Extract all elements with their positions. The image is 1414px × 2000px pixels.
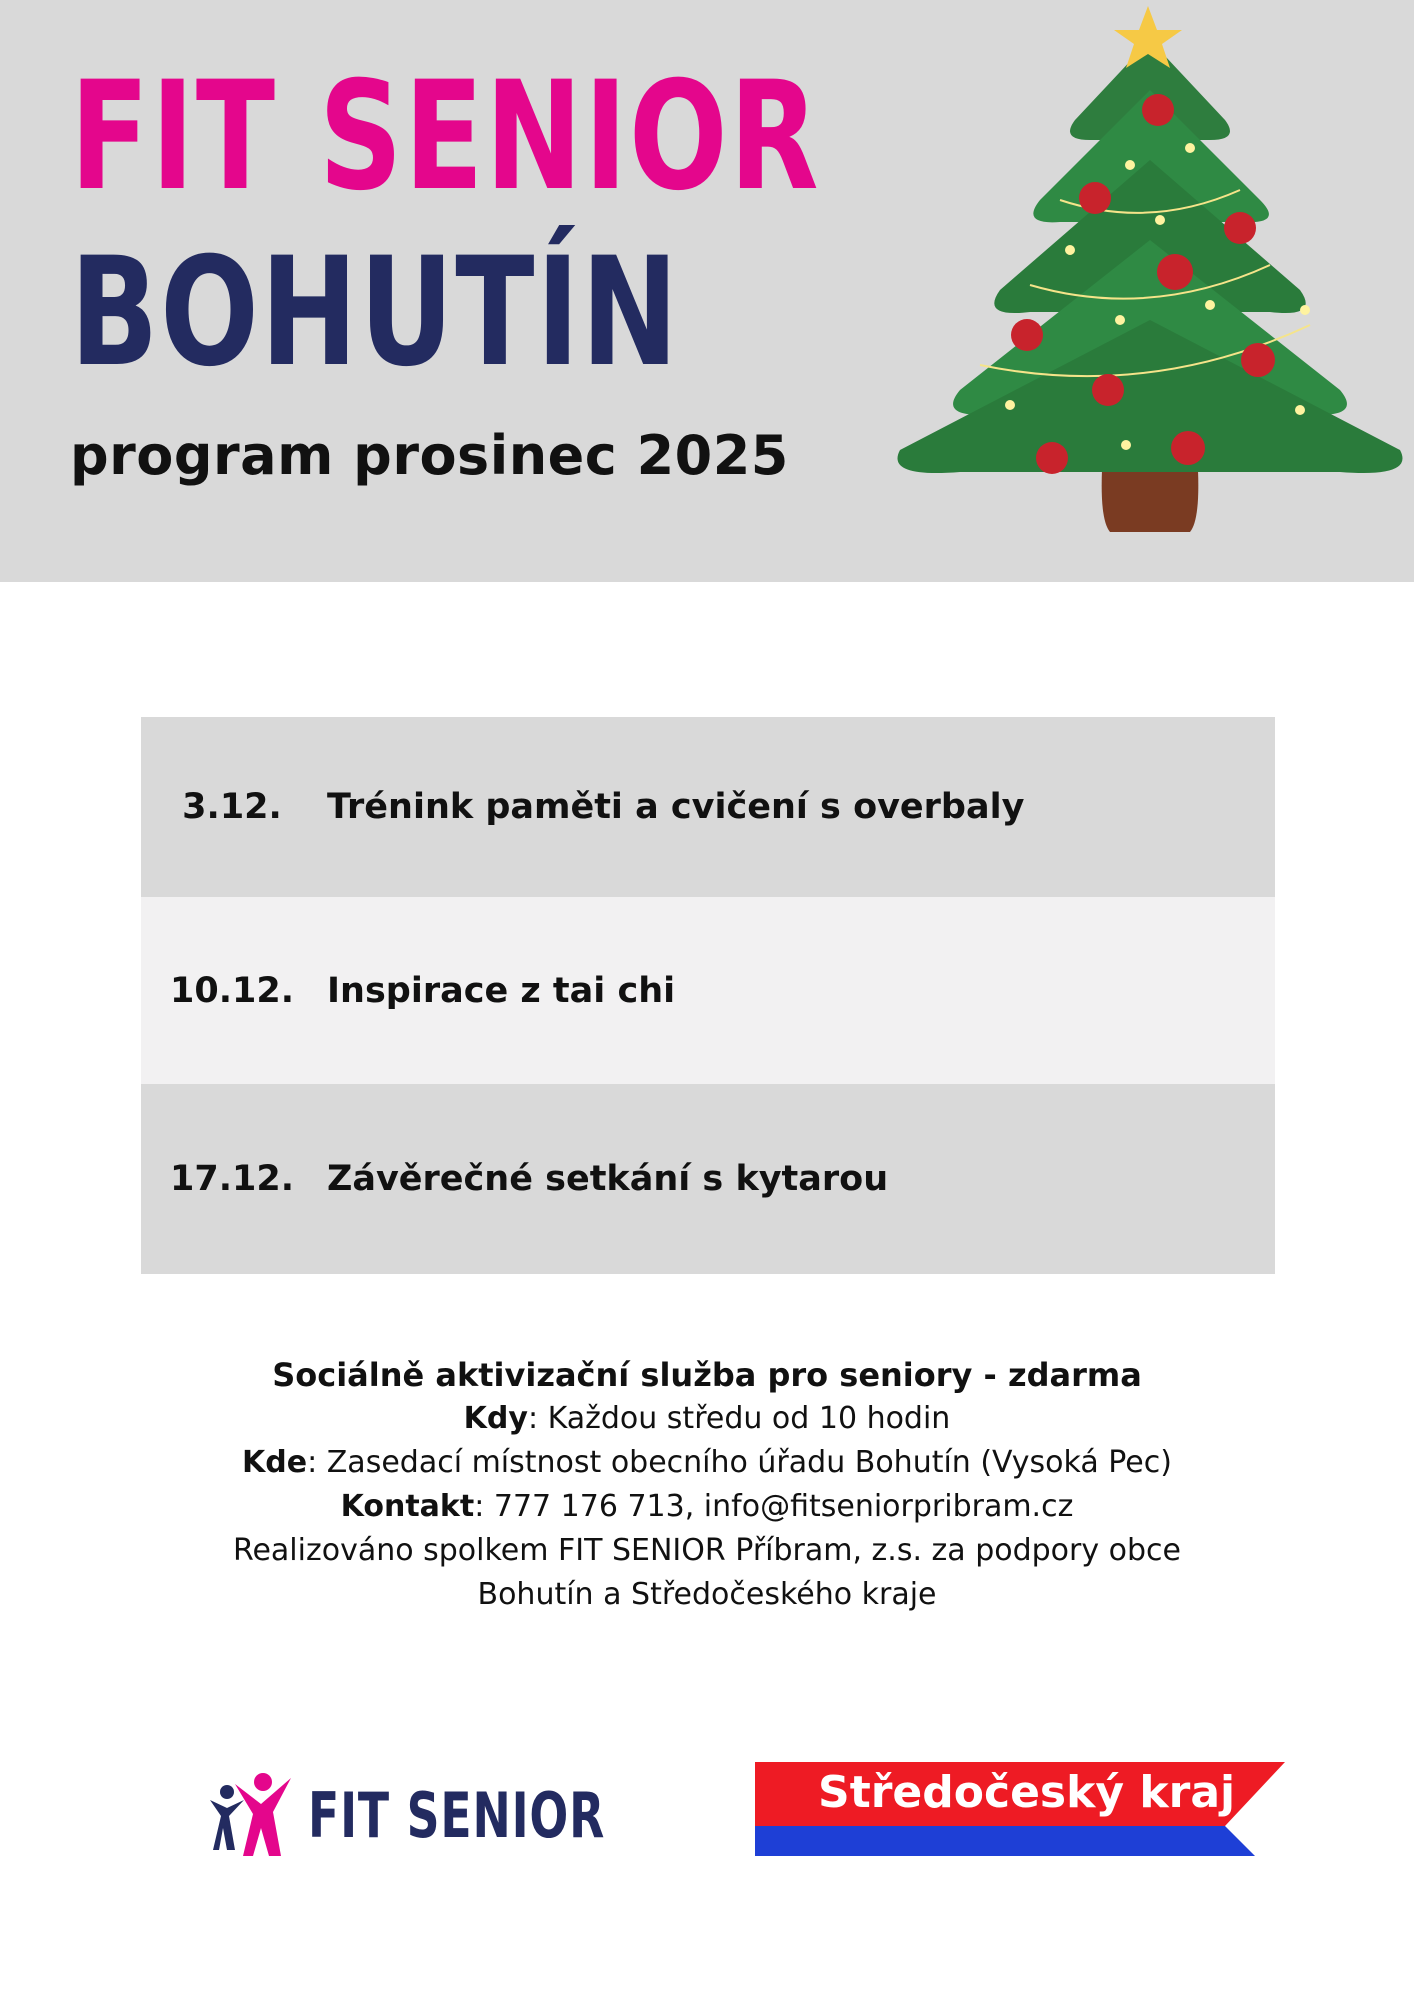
schedule-event: Inspirace z tai chi <box>327 970 676 1011</box>
schedule-table <box>141 717 1275 1274</box>
when-value: : Každou středu od 10 hodin <box>527 1401 951 1436</box>
contact-value: : 777 176 713, info@fitseniorpribram.cz <box>474 1489 1074 1524</box>
info-when <box>0 1397 1414 1441</box>
where-label: Kde <box>242 1445 308 1480</box>
contact-label: Kontakt <box>340 1489 475 1524</box>
schedule-date: 3.12. <box>182 787 282 827</box>
kraj-logo-text: Středočeský kraj <box>818 1767 1236 1818</box>
service-info <box>0 1353 1414 1617</box>
when-label: Kdy <box>463 1401 528 1436</box>
service-lead: Sociálně aktivizační služba pro seniory - zdarma <box>272 1356 1142 1394</box>
schedule-date: 10.12. <box>169 970 294 1011</box>
schedule-row <box>141 717 1275 897</box>
christmas-tree-icon <box>890 0 1410 545</box>
title-fit-senior: FIT SENIOR <box>70 50 821 224</box>
funding-line-1: Realizováno spolkem FIT SENIOR Příbram, z.s. za podpory obce <box>232 1533 1182 1568</box>
schedule-date: 17.12. <box>169 1159 294 1199</box>
header-banner <box>0 0 1414 582</box>
schedule-event: Závěrečné setkání s kytarou <box>327 1159 889 1199</box>
schedule-event: Trénink paměti a cvičení s overbaly <box>327 787 1025 827</box>
info-contact <box>0 1485 1414 1529</box>
where-value: : Zasedací místnost obecního úřadu Bohutín (Vysoká Pec) <box>307 1445 1172 1480</box>
title-bohutin: BOHUTÍN <box>70 226 680 400</box>
schedule-row <box>141 1084 1275 1274</box>
fit-senior-logo-text: FIT SENIOR <box>308 1779 606 1852</box>
program-subtitle: program prosinec 2025 <box>70 424 789 487</box>
funding-line-2: Bohutín a Středočeského kraje <box>477 1577 937 1612</box>
info-where <box>0 1441 1414 1485</box>
schedule-row <box>141 897 1275 1084</box>
